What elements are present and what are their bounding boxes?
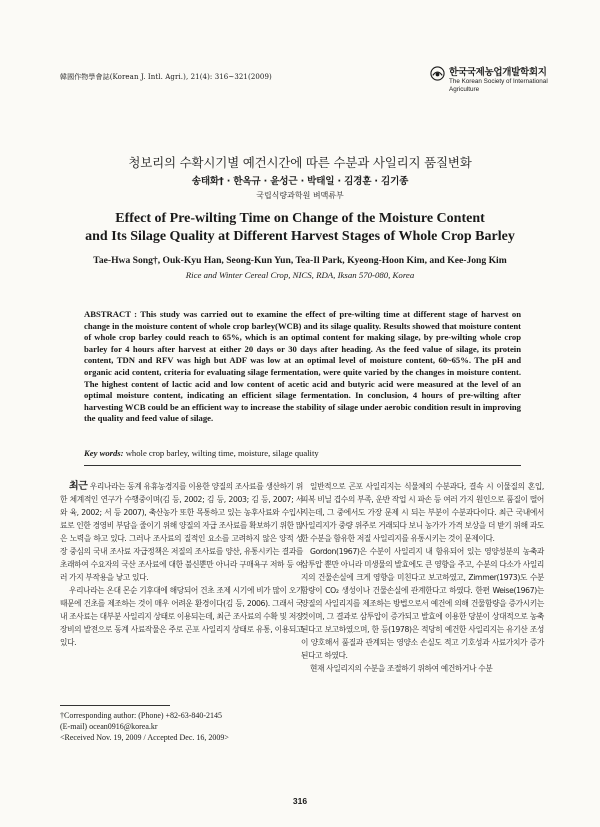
footnote-received: <Received Nov. 19, 2009 / Accepted Dec. 16, 2009> (60, 733, 229, 742)
page-number: 316 (292, 796, 308, 806)
body-paragraph: Gordon(1967)은 수분이 사일리지 내 함유되어 있는 영양성분의 농축과 삼투압 뿐만 아니라 미생물의 발효에도 큰 영향을 주고, 수분의 다소가 사일리지의 건물손실에 크게 영향을 미친다고 보고하였고, Zimmer(1973)도 수분함량이 CO₂ 생성이나 건물손실에 관계한다고 하였다. 한편 Weise(1967)는 양질의 사일리지를 제조하는 방법으로서 예건에 의해 건물함량을 증가시키는 것이며, 그 결과로 삼투압이 증가되고 발효에 이용한 당분이 상대적으로 농축된다고 보고하였으며, 한 등(1978)은 적당히 예건한 사일리지는 유기산 조성이 양호해서 품질과 관계되는 영양소 손실도 적고 기호성과 사료가치가 증가된다고 하였다. (301, 547, 544, 660)
body-paragraph: 일반적으로 곤포 사일리지는 식물체의 수분과다, 결속 시 이물질의 혼입, 피복 비닐 겹수의 부족, 운반 작업 시 파손 등 여러 가지 원인으로 품질이 떨어지는데, 그 중에서도 가장 문제 시 되는 부분이 수분과다이다. 최근 국내에서 사일리지가 중량 위주로 거래되다 보니 농가가 가격 보상을 더 받기 위해 과도한 수분을 함유한 저질 사일리지를 유통시키는 것이 문제이다. (301, 482, 544, 543)
society-emblem-icon (430, 66, 445, 81)
society-name-en-line2: Agriculture (449, 86, 480, 93)
authors-english: Tae-Hwa Song†, Ouk-Kyu Han, Seong-Kun Yun, Tea-Il Park, Kyeong-Hoon Kim, and Kee-Jong Kim (93, 255, 507, 266)
title-korean: 청보리의 수확시기별 예건시간에 따른 수분과 사일리지 품질변화 (128, 155, 472, 170)
body-paragraph (60, 480, 303, 584)
title-english-line1: Effect of Pre-wilting Time on Change of the Moisture Content (115, 211, 485, 226)
keywords-divider (84, 465, 521, 466)
society-logo-block (430, 64, 560, 104)
affiliation-korean: 국립식량과학원 벼맥류부 (256, 191, 344, 200)
title-english-line2: and Its Silage Quality at Different Harvest Stages of Whole Crop Barley (85, 229, 515, 244)
society-name-en (449, 78, 569, 94)
keywords-text: whole crop barley, wilting time, moisture, silage quality (123, 448, 319, 458)
authors-korean: 송태화† · 한옥규 · 윤성근 · 박태일 · 김경훈 · 김기종 (191, 176, 409, 187)
abstract: ABSTRACT : This study was carried out to examine the effect of pre-wilting time at different stage of harvest on change in the moisture content of whole crop barley(WCB) and its silage quality. Results showed that moisture content of whole crop barley could reach to 65%, which is an optimal content for making silage, by pre-wilting whole crop barley for 4 hours after harvest at either 20 days or 30 days after heading. As the feed value of silage, its protein content, TDN and RFV was high but ADF was low at an optimal level of moisture content, 60~65%. The pH and organic acid content, criteria for evaluating silage fermentation, were quite varied by the changes in moisture content. The highest content of lactic acid and low content of acetic acid and butyric acid were measured at the level of an optimal moisture content, indicating an efficient silage fermentation. In conclusion, 4 hours of pre-wilting after harvesting WCB could be an efficient way to increase the stability of silage under aerobic condition result in improving the quality and feed value of silage. (84, 309, 521, 424)
footnote-divider (60, 705, 170, 706)
body-text: 우리나라는 동계 유휴농경지를 이용한 양질의 조사료를 생산하기 위한 체계적인 연구가 수행중이며(김 등, 2002; 김 등, 2003; 김 등, 2007; 서와 육, 2002; 서 등 2007), 축산농가 또한 목통하고 있는 농후사료와 수입사료로 인한 경영비 부담을 줄이기 위해 양질의 자급 조사료를 확보하기 위한 많은 노력을 하고 있다. 그러나 조사료의 질적인 요소를 고려하지 않은 양적 성장 중심의 국내 조사료 자급정책은 저질의 조사료를 양산, 유통시키는 결과를 초래하여 수요자의 국산 조사료에 대한 불신뿐만 아니라 구매욕구 저하 등 여러 가지 부작용을 낳고 있다. (60, 482, 303, 582)
lead-word: 최근 (69, 481, 88, 492)
society-name-kr: 한국국제농업개발학회지 (449, 67, 547, 78)
footnote-corresponding: †Corresponding author: (Phone) +82-63-840-2145 (60, 711, 223, 720)
body-column-left (60, 480, 303, 649)
keywords (84, 448, 521, 458)
journal-citation: 韓國作物學會誌(Korean J. Intl. Agri.), 21(4): 316~321(2009) (60, 73, 272, 81)
body-paragraph: 현재 사일리지의 수분을 조절하기 위하여 예건하거나 수분 (310, 664, 493, 673)
body-paragraph: 우리나라는 온대 몬순 기후대에 해당되어 건초 조제 시기에 비가 많이 오기 때문에 건초를 제조하는 것이 매우 어려운 환경이다(김 등, 2006). 그래서 국내 조사료는 대부분 사일리지 상태로 이용되는데, 최근 조사료의 수확 및 저장 장비의 발전으로 동계 사료작물은 주로 곤포 사일리지 상태로 유통, 이용되고 있다. (60, 586, 303, 647)
society-name-en-line1: The Korean Society of International (449, 78, 548, 85)
keywords-label: Key words: (84, 448, 124, 458)
footnote-email: (E-mail) ocean0916@korea.kr (60, 722, 158, 731)
body-column-right (301, 480, 544, 675)
affiliation-english: Rice and Winter Cereal Crop, NICS, RDA, Iksan 570-080, Korea (185, 270, 415, 280)
title-english (0, 210, 600, 246)
footnote (60, 710, 303, 743)
